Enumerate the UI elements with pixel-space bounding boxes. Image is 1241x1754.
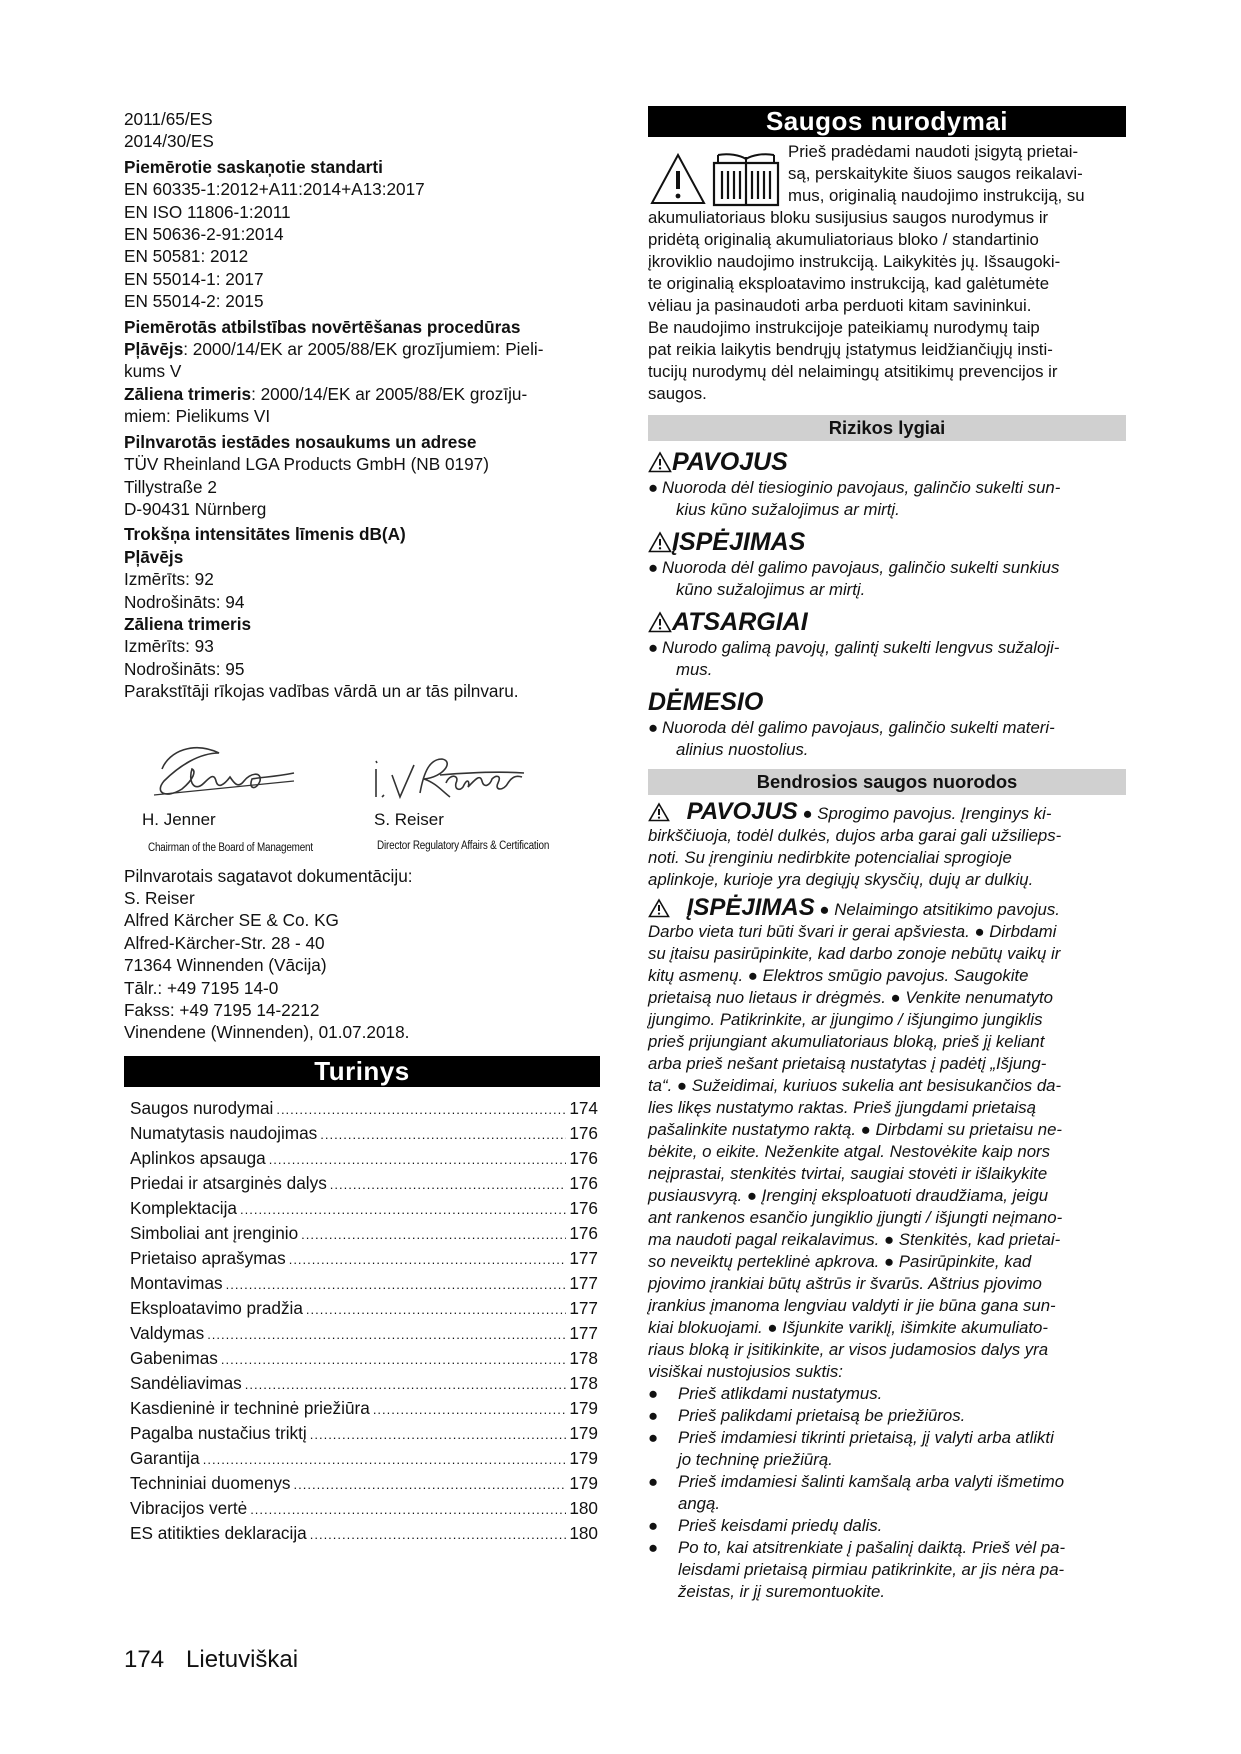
danger-line: noti. Su įrenginiu nedirbkite potencialiai sprogioje — [648, 848, 1012, 867]
warning-triangle-icon — [648, 802, 670, 822]
risk-level-description: mus. — [676, 660, 713, 679]
toc-item-label: Komplektacija — [130, 1197, 237, 1218]
toc-item-label: Pagalba nustačius triktį — [130, 1422, 307, 1443]
list-item: ● Prieš imdamiesi šalinti kamšalą arba valyti išmetimo — [648, 1472, 1065, 1491]
toc-item — [130, 1522, 598, 1547]
warning-line: neįprastai, stenkitės tvirtai, saugiai stovėti ir išlaikykite — [648, 1164, 1048, 1183]
warning-line: pjovimo įrankiai būtų aštrūs ir švarūs. Aštrius pjovimo — [648, 1274, 1042, 1293]
toc-item — [130, 1397, 598, 1422]
toc-item — [130, 1372, 598, 1397]
table-of-contents — [124, 1097, 600, 1547]
toc-dot-leader — [240, 1199, 566, 1221]
toc-item-page: 177 — [569, 1247, 598, 1268]
toc-item-label: Simboliai ant įrenginio — [130, 1222, 299, 1243]
toc-dot-leader — [269, 1149, 567, 1171]
warning-line: ma naudoti pagal reikalavimus. ● Stenkitės, kad prietai- — [648, 1230, 1061, 1249]
warning-line: bėkite, o eikite. Neženkite atgal. Nestovėkite kaip nors — [648, 1142, 1051, 1161]
warning-triangle-icon — [648, 451, 672, 473]
risk-level-title — [648, 607, 1126, 637]
toc-item-page: 179 — [569, 1422, 598, 1443]
standard-line: EN 60335-1:2012+A11:2014+A13:2017 — [124, 179, 425, 200]
risk-level-name: DĖMESIO — [648, 688, 764, 716]
warning-lines — [648, 921, 1126, 1383]
list-item: ● Po to, kai atsitrenkiate į pašalinį daiktą. Prieš vėl pa- — [648, 1538, 1066, 1557]
toc-dot-leader — [306, 1299, 566, 1321]
left-column — [124, 108, 600, 1547]
toc-item-page: 179 — [569, 1397, 598, 1418]
warning-line: kitų asmenų. ● Elektros smūgio pavojus. Saugokite — [648, 966, 1029, 985]
toc-item-label: ES atitikties deklaracija — [130, 1522, 307, 1543]
toc-item-page: 176 — [569, 1122, 598, 1143]
noise-mower-measured: Izmērīts: 92 — [124, 569, 214, 590]
warning-line: įjungimo. Patikrinkite, ar įjungimo / išjungimo jungiklis — [648, 1010, 1043, 1029]
list-item: ● Prieš keisdami priedų dalis. — [648, 1516, 883, 1535]
warning-line: riaus bloką ir įsitikinkite, ar visos judamosios dalys yra — [648, 1340, 1049, 1359]
noise-trimmer-label: Zāliena trimeris — [124, 613, 252, 634]
toc-dot-leader — [226, 1274, 567, 1296]
warning-line: prietaisą nuo lietaus ir drėgmės. ● Venkite nenumatyto — [648, 988, 1054, 1007]
warning-triangle-icon — [648, 898, 670, 918]
intro-line: pridėtą originalią akumuliatoriaus bloko / standartinio — [648, 230, 1039, 249]
warning-line: ta“. ● Sužeidimai, kuriuos sukelia ant besisukančios da- — [648, 1076, 1062, 1095]
standards-heading: Piemērotie saskaņotie standarti — [124, 156, 383, 177]
intro-line: akumuliatoriaus bloku susijusius saugos nurodymus ir — [648, 208, 1049, 227]
noise-trimmer-measured: Izmērīts: 93 — [124, 636, 214, 657]
toc-dot-leader — [250, 1499, 566, 1521]
toc-dot-leader — [276, 1099, 566, 1121]
toc-item-label: Kasdieninė ir techninė priežiūra — [130, 1397, 370, 1418]
intro-line: vėliau ja pasinaudoti arba perduoti kitam savininkui. — [648, 296, 1032, 315]
standard-line: EN ISO 11806-1:2011 — [124, 201, 291, 222]
toc-dot-leader — [310, 1424, 567, 1446]
toc-item — [130, 1472, 598, 1497]
signer1-title: Chairman of the Board of Management — [148, 841, 313, 854]
warning-line: Darbo vieta turi būti švari ir gerai apšviesta. ● Dirbdami — [648, 922, 1057, 941]
toc-item — [130, 1272, 598, 1297]
toc-dot-leader — [320, 1124, 566, 1146]
notified-body-line: D-90431 Nürnberg — [124, 498, 267, 519]
danger-first: Sprogimo pavojus. Įrenginys ki- — [817, 804, 1052, 823]
toc-dot-leader — [330, 1174, 567, 1196]
toc-item-label: Garantija — [130, 1447, 200, 1468]
procedure-trimmer-cont: miem: Pielikums VI — [124, 406, 271, 427]
warning-word: ĮSPĖJIMAS — [686, 894, 815, 921]
toc-item-page: 177 — [569, 1297, 598, 1318]
toc-item-page: 179 — [569, 1447, 598, 1468]
toc-item — [130, 1222, 598, 1247]
risk-level-description: alinius nuostolius. — [676, 740, 809, 759]
signature-block — [124, 711, 600, 831]
warning-line: prieš prijungiant akumuliatoriaus bloką, prieš jį keliant — [648, 1032, 1045, 1051]
danger-line: birkščiuoja, todėl dulkės, dujos arba garai gali užsilieps- — [648, 826, 1062, 845]
signer1-name: H. Jenner — [142, 809, 216, 829]
documentation-line: Fakss: +49 7195 14-2212 — [124, 1000, 320, 1020]
list-item: angą. — [678, 1494, 720, 1513]
warning-first: Nelaimingo atsitikimo pavojus. — [834, 900, 1060, 919]
noise-mower-label: Pļāvējs — [124, 546, 184, 567]
list-item: leisdami prietaisą pirmiau patikrinkite, ar jis nėra pa- — [678, 1560, 1065, 1579]
warning-line: pusiausvyrą. ● Įrenginį eksploatuoti draudžiama, jeigu — [648, 1186, 1049, 1205]
toc-item — [130, 1147, 598, 1172]
toc-item — [130, 1172, 598, 1197]
intro-line: mus, originalią naudojimo instrukciją, su — [788, 186, 1085, 205]
documentation-line: 71364 Winnenden (Vācija) — [124, 955, 327, 976]
toc-item — [130, 1247, 598, 1272]
noise-heading: Trokšņa intensitātes līmenis dB(A) — [124, 524, 406, 545]
warning-line: lies likęs nustatymo raktas. Prieš įjungdami prietaisą — [648, 1098, 1036, 1117]
notified-body-heading: Pilnvarotās iestādes nosaukums un adrese — [124, 431, 477, 452]
notified-body-line: Tillystraße 2 — [124, 476, 217, 497]
list-item: ● Prieš palikdami prietaisą be priežiūros. — [648, 1406, 966, 1425]
toc-item-label: Eksploatavimo pradžia — [130, 1297, 303, 1318]
risk-level-description: ● Nuoroda dėl galimo pavojaus, galinčio sukelti sunkius — [648, 558, 1060, 577]
procedure-mower: Pļāvējs: 2000/14/EK ar 2005/88/EK grozījumiem: Pieli- — [124, 339, 544, 360]
page-number: 174 — [124, 1646, 165, 1673]
noise-trimmer-guaranteed: Nodrošināts: 95 — [124, 658, 245, 679]
danger-paragraph: PAVOJUS ● Sprogimo pavojus. Įrenginys ki- birkščiuoja, todėl dulkės, dujos arba garai gali užsilieps- noti. Su įrenginiu nedirbkite potencialiai sprogioje aplinkoje, kurioje yra degiųjų skysčių, dujų ar dulkių. — [648, 801, 1126, 891]
directive-line: 2011/65/ES — [124, 109, 213, 129]
intro-line: Prieš pradėdami naudoti įsigytą prietai- — [788, 142, 1079, 161]
toc-item — [130, 1497, 598, 1522]
list-item: žeistas, ir jį suremontuokite. — [678, 1582, 886, 1601]
toc-item-label: Techniniai duomenys — [130, 1472, 291, 1493]
toc-item-page: 178 — [569, 1372, 598, 1393]
documentation-line: Pilnvarotais sagatavot dokumentāciju: — [124, 865, 413, 886]
toc-dot-leader — [373, 1399, 567, 1421]
page-footer — [124, 1646, 320, 1674]
signer2-title: Director Regulatory Affairs & Certification — [377, 839, 550, 852]
toc-item-label: Gabenimas — [130, 1347, 218, 1368]
general-safety-heading: Bendrosios saugos nuorodos — [648, 769, 1126, 795]
risk-level-description: ● Nuoroda dėl tiesioginio pavojaus, galinčio sukelti sun- — [648, 478, 1061, 497]
toc-dot-leader — [221, 1349, 566, 1371]
toc-item — [130, 1297, 598, 1322]
toc-dot-leader — [207, 1324, 566, 1346]
toc-item-label: Aplinkos apsauga — [130, 1147, 266, 1168]
toc-dot-leader — [203, 1449, 567, 1471]
warning-line: su įtaisu pasirūpinkite, kad darbo zonoje nebūtų vaikų ir — [648, 944, 1061, 963]
documentation-line: S. Reiser — [124, 887, 195, 908]
warning-line: visiškai nustojusios suktis: — [648, 1362, 843, 1381]
toc-item-page: 179 — [569, 1472, 598, 1493]
risk-level-description: ● Nuoroda dėl galimo pavojaus, galinčio sukelti materi- — [648, 718, 1055, 737]
toc-item-label: Vibracijos vertė — [130, 1497, 248, 1518]
warning-paragraph: ĮSPĖJIMAS ● Nelaimingo atsitikimo pavojus. Darbo vieta turi būti švari ir gerai apšviesta. ● Dirbdami su įtaisu pasirūpinkite, kad darbo zonoje nebūtų vaikų ir kitų asmenų. ● Elektros smūgio pavojus. Saugokite prietaisą nuo lietaus ir drėgmės. ● Venkite nenumatyto įjungimo. Patikrinkite, ar įjungimo / išjungimo jungiklis prieš prijungiant akumuliatoriaus bloką, prieš jį keliant arba prieš nešant prietaisą nustatytas į padėtį „Išjung- ta“. ● Sužeidimai, kuriuos sukelia ant besisukančios da- lies likęs nustatymo raktas. Prieš įjungdami prietaisą pašalinkite nustatymo raktą. ● Dirbdami su prietaisu ne- bėkite, o eikite. Neženkite atgal. Nestovėkite kaip nors neįprastai, stenkitės tvirtai, saugiai stovėti ir išlaikykite pusiausvyrą. ● Įrenginį eksploatuoti draudžiama, jeigu ant rankenos esančio jungiklio įjungti / išjungti neįmano- ma naudoti pagal reikalavimus. ● Stenkitės, kad prietai- so neveiktų perteklinė apkrova. ● Pasirūpinkite, kad pjovimo įrankiai būtų aštrūs ir švarūs. Aštrius pjovimo įrankius įmanoma lengviau valdyti ir jie būna gana sun- kiai blokuojami. ● Išjunkite variklį, išimkite akumuliato- riaus bloką ir įsitikinkite, ar visos judamosios dalys yra visiškai nustojusios suktis: — [648, 897, 1126, 1383]
toc-item-page: 176 — [569, 1222, 598, 1243]
list-item: ● Prieš imdamiesi tikrinti prietaisą, jį valyti arba atlikti — [648, 1428, 1054, 1447]
toc-item-label: Saugos nurodymai — [130, 1097, 274, 1118]
safety-intro — [648, 141, 1126, 405]
risk-level-description: kius kūno sužalojimus ar mirtį. — [676, 500, 900, 519]
warning-line: kiai blokuojami. ● Išjunkite variklį, išimkite akumuliato- — [648, 1318, 1048, 1337]
standard-line: EN 50636-2-91:2014 — [124, 224, 284, 245]
signatories-note: Parakstītāji rīkojas vadības vārdā un ar tās pilnvaru. — [124, 681, 519, 702]
toc-dot-leader — [301, 1224, 566, 1246]
documentation-line: Alfred-Kärcher-Str. 28 - 40 — [124, 932, 325, 953]
toc-title: Turinys — [124, 1056, 600, 1087]
toc-item-page: 178 — [569, 1347, 598, 1368]
toc-dot-leader — [294, 1474, 567, 1496]
toc-item-label: Montavimas — [130, 1272, 223, 1293]
toc-item — [130, 1097, 598, 1122]
risk-level-description: kūno sužalojimus ar mirtį. — [676, 580, 866, 599]
warning-line: so neveiktų perteklinė apkrova. ● Pasirūpinkite, kad — [648, 1252, 1032, 1271]
warning-triangle-icon — [648, 531, 672, 553]
warning-triangle-icon — [648, 611, 672, 633]
toc-item — [130, 1197, 598, 1222]
toc-item — [130, 1347, 598, 1372]
toc-item-label: Valdymas — [130, 1322, 205, 1343]
risk-levels-heading: Rizikos lygiai — [648, 415, 1126, 441]
noise-mower-guaranteed: Nodrošināts: 94 — [124, 591, 245, 612]
directive-line: 2014/30/ES — [124, 131, 214, 152]
toc-item-page: 174 — [569, 1097, 598, 1118]
list-item: ● Prieš atlikdami nustatymus. — [648, 1384, 883, 1403]
procedure-trimmer: Zāliena trimeris: 2000/14/EK ar 2005/88/EK grozīju- — [124, 383, 528, 404]
toc-dot-leader — [289, 1249, 567, 1271]
list-item: jo techninę priežiūrą. — [678, 1450, 833, 1469]
warning-line: arba prieš nešant prietaisą nustatytas į padėtį „Išjung- — [648, 1054, 1047, 1073]
toc-item — [130, 1122, 598, 1147]
toc-item-label: Prietaiso aprašymas — [130, 1247, 286, 1268]
toc-item-page: 180 — [569, 1522, 598, 1543]
toc-item-page: 176 — [569, 1147, 598, 1168]
intro-line: Be naudojimo instrukcijoje pateikiamų nurodymų taip — [648, 318, 1040, 337]
documentation-line: Vinendene (Winnenden), 01.07.2018. — [124, 1022, 410, 1043]
toc-dot-leader — [245, 1374, 567, 1396]
risk-level-title — [648, 447, 1126, 477]
toc-item-label: Priedai ir atsarginės dalys — [130, 1172, 327, 1193]
documentation-line: Tālr.: +49 7195 14-0 — [124, 977, 279, 998]
intro-line: pat reikia laikytis bendrųjų įstatymus leidžiančiųjų insti- — [648, 340, 1053, 359]
risk-level-name: ĮSPĖJIMAS — [672, 528, 806, 556]
standard-line: EN 55014-2: 2015 — [124, 291, 264, 312]
toc-item-label: Sandėliavimas — [130, 1372, 242, 1393]
intro-line: įkroviklio naudojimo instrukciją. Laikykitės jų. Išsaugoki- — [648, 252, 1061, 271]
bullet-list — [648, 1383, 1126, 1603]
risk-level-title — [648, 687, 1126, 717]
intro-line: saugos. — [648, 384, 707, 403]
warning-line: pašalinkite nustatymo raktą. ● Dirbdami su prietaisu ne- — [648, 1120, 1063, 1139]
toc-item-page: 177 — [569, 1322, 598, 1343]
warning-and-manual-icon — [648, 149, 780, 209]
danger-line: aplinkoje, kurioje yra degiųjų skysčių, dujų ar dulkių. — [648, 870, 1034, 889]
procedure-mower-cont: kums V — [124, 361, 182, 382]
language-label: Lietuviškai — [186, 1646, 299, 1673]
standard-line: EN 55014-1: 2017 — [124, 268, 264, 289]
standard-line: EN 50581: 2012 — [124, 246, 249, 267]
intro-line: są, perskaitykite šiuos saugos reikalavi- — [788, 164, 1083, 183]
toc-item-page: 180 — [569, 1497, 598, 1518]
toc-item-page: 176 — [569, 1197, 598, 1218]
toc-item — [130, 1322, 598, 1347]
risk-level-name: ATSARGIAI — [672, 608, 808, 636]
toc-item — [130, 1447, 598, 1472]
notified-body-line: TÜV Rheinland LGA Products GmbH (NB 0197) — [124, 454, 489, 475]
documentation-line: Alfred Kärcher SE & Co. KG — [124, 910, 339, 931]
risk-levels-list — [648, 447, 1126, 761]
toc-item — [130, 1422, 598, 1447]
toc-dot-leader — [310, 1524, 567, 1546]
toc-item-label: Numatytasis naudojimas — [130, 1122, 318, 1143]
signer2-name: S. Reiser — [374, 809, 444, 829]
toc-item-page: 176 — [569, 1172, 598, 1193]
intro-line: te originalią eksploatavimo instrukciją, kad galėtumėte — [648, 274, 1050, 293]
risk-level-title — [648, 527, 1126, 557]
right-column — [648, 108, 1126, 1603]
danger-word: PAVOJUS — [686, 798, 798, 825]
warning-line: ant rankenos esančio jungiklio įjungti / išjungti neįmano- — [648, 1208, 1063, 1227]
signer-titles — [124, 835, 600, 853]
intro-line: tucijų nurodymų dėl nelaimingų atsitikimų prevencijos ir — [648, 362, 1058, 381]
procedures-heading: Piemērotās atbilstības novērtēšanas procedūras — [124, 316, 521, 337]
risk-level-description: ● Nurodo galimą pavojų, galintį sukelti lengvus sužaloji- — [648, 638, 1060, 657]
risk-level-name: PAVOJUS — [672, 448, 788, 476]
safety-title: Saugos nurodymai — [648, 106, 1126, 137]
warning-line: įrankius įmanoma lengviau valdyti ir jie būna gana sun- — [648, 1296, 1056, 1315]
toc-item-page: 177 — [569, 1272, 598, 1293]
